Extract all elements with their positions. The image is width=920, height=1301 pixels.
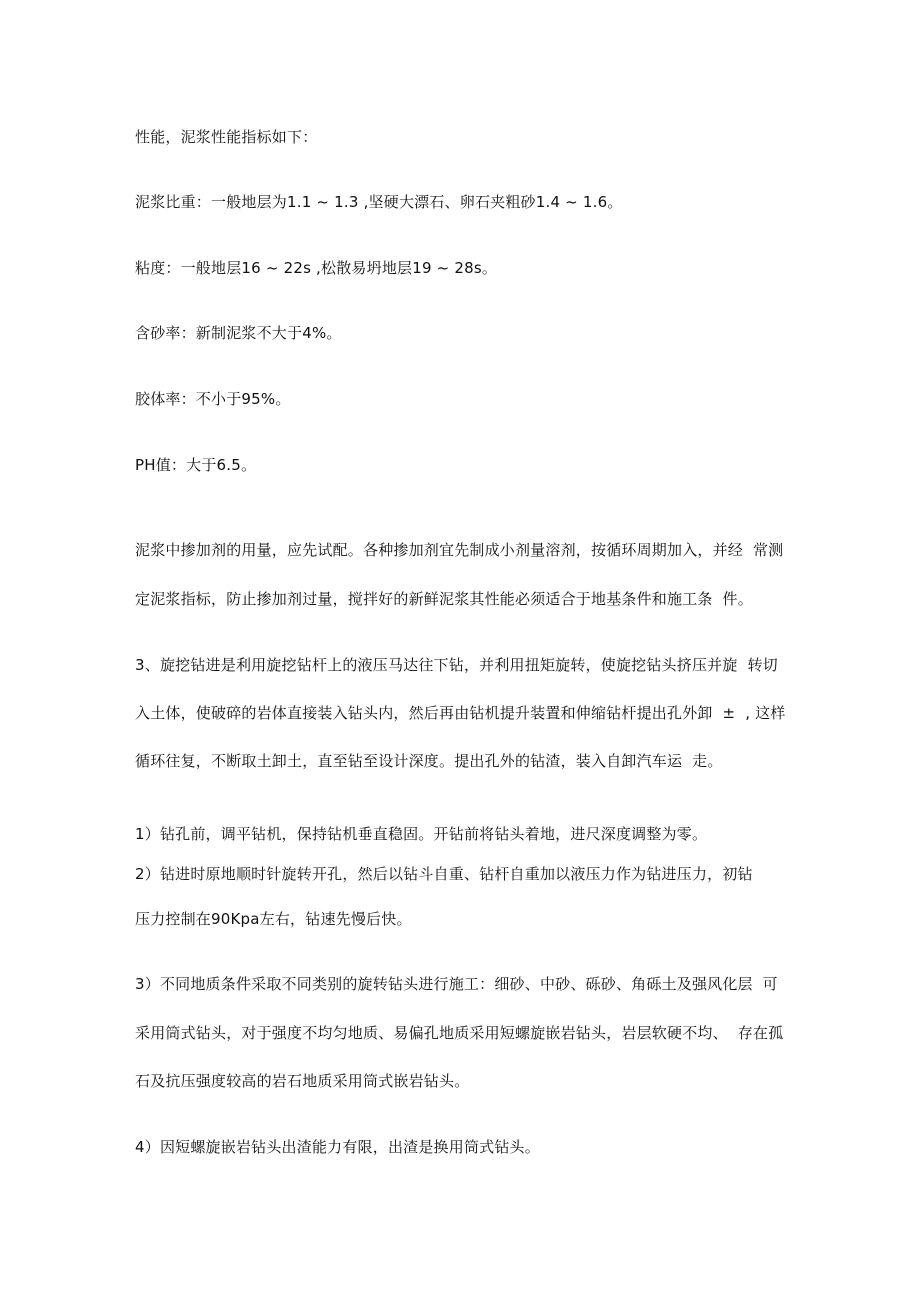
text-line: 定泥浆指标，防止掺加剂过量，搅拌好的新鲜泥浆其性能必须适合于地基条件和施工条 件。 — [135, 590, 753, 608]
text-line: PH值：大于6.5。 — [135, 456, 257, 474]
text-line: 泥浆比重：一般地层为1.1 ~ 1.3 ,坚硬大漂石、卵石夹粗砂1.4 ~ 1.6。 — [135, 193, 623, 211]
text-line: 3、旋挖钻进是利用旋挖钻杆上的液压马达往下钻，并利用扭矩旋转，使旋挖钻头挤压并旋 转切 — [135, 656, 778, 674]
text-line: 泥浆中掺加剂的用量，应先试配。各种掺加剂宜先制成小剂量溶剂，按循环周期加入，并经 常测 — [135, 541, 784, 559]
text-line: 4）因短螺旋嵌岩钻头出渣能力有限，出渣是换用筒式钻头。 — [135, 1138, 540, 1156]
text-line: 石及抗压强度较高的岩石地质采用筒式嵌岩钻头。 — [135, 1072, 470, 1090]
text-line: 粘度：一般地层16 ~ 22s ,松散易坍地层19 ~ 28s。 — [135, 259, 498, 277]
text-line: 1）钻孔前，调平钻机，保持钻机垂直稳固。开钻前将钻头着地，进尺深度调整为零。 — [135, 825, 708, 843]
text-line: 压力控制在90Kpa左右，钻速先慢后快。 — [135, 910, 412, 928]
text-line: 含砂率：新制泥浆不大于4%。 — [135, 324, 342, 342]
text-line: 胶体率：不小于95%。 — [135, 390, 291, 408]
text-line: 性能，泥浆性能指标如下： — [135, 128, 318, 146]
text-line: 2）钻进时原地顺时针旋转开孔，然后以钻斗自重、钻杆自重加以液压力作为钻进压力，初钻 — [135, 865, 753, 883]
text-line: 循环往复，不断取土卸土，直至钻至设计深度。提出孔外的钻渣，装入自卸汽车运 走。 — [135, 752, 723, 770]
text-line: 入土体，使破碎的岩体直接装入钻头内，然后再由钻机提升装置和伸缩钻杆提出孔外卸 ± , 这样 — [135, 704, 786, 722]
text-line: 3）不同地质条件采取不同类别的旋转钻头进行施工：细砂、中砂、砾砂、角砾土及强风化层 可 — [135, 975, 778, 993]
text-line: 采用筒式钻头，对于强度不均匀地质、易偏孔地质采用短螺旋嵌岩钻头，岩层软硬不均、 存在孤 — [135, 1024, 784, 1042]
